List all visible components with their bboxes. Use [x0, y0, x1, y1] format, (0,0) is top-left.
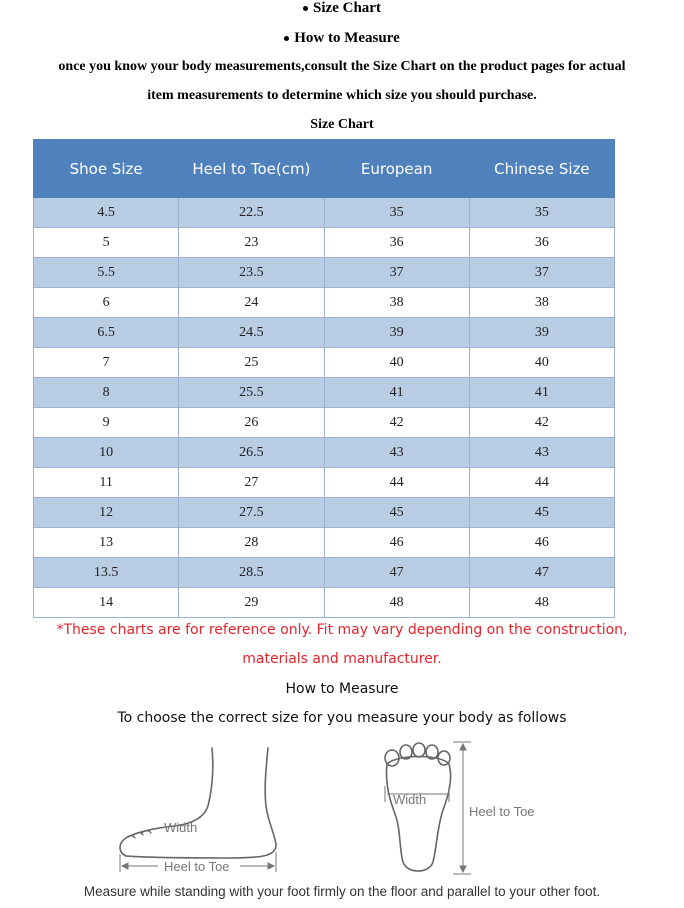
toes-outline	[126, 831, 151, 838]
table-row	[34, 318, 615, 348]
cell-european: 48	[324, 588, 469, 618]
table-row	[34, 588, 615, 618]
cell-european: 40	[324, 348, 469, 378]
table-row	[34, 198, 615, 228]
cell-chinese-size: 36	[469, 228, 614, 258]
measure-instruction: To choose the correct size for you measure your body as follows	[117, 710, 567, 726]
column-header-shoe-size: Shoe Size	[34, 140, 179, 198]
top-width-label: Width	[393, 792, 427, 807]
cell-chinese-size: 44	[469, 468, 614, 498]
toe-outline	[438, 751, 450, 765]
foot-side-view-illustration	[112, 740, 287, 880]
cell-heel-to-toe: 22.5	[179, 198, 324, 228]
table-row	[34, 348, 615, 378]
sole-outline	[386, 757, 450, 872]
cell-heel-to-toe: 28.5	[179, 558, 324, 588]
cell-european: 37	[324, 258, 469, 288]
table-row	[34, 258, 615, 288]
toe-outline	[413, 743, 425, 757]
cell-shoe-size: 12	[34, 498, 179, 528]
bullet-icon	[303, 6, 308, 11]
table-title: Size Chart	[310, 117, 374, 132]
cell-shoe-size: 5.5	[34, 258, 179, 288]
cell-european: 46	[324, 528, 469, 558]
cell-heel-to-toe: 24	[179, 288, 324, 318]
table-row	[34, 228, 615, 258]
how-to-measure-heading: How to Measure	[285, 681, 399, 697]
intro-line-1: once you know your body measurements,consult the Size Chart on the product pages for actual	[58, 59, 626, 74]
table-row	[34, 468, 615, 498]
top-length-label: Heel to Toe	[469, 804, 535, 819]
cell-heel-to-toe: 27	[179, 468, 324, 498]
cell-shoe-size: 6	[34, 288, 179, 318]
cell-european: 35	[324, 198, 469, 228]
cell-shoe-size: 11	[34, 468, 179, 498]
cell-heel-to-toe: 25	[179, 348, 324, 378]
table-row	[34, 558, 615, 588]
cell-european: 47	[324, 558, 469, 588]
disclaimer-line-1: *These charts are for reference only. Fit may vary depending on the construction,	[56, 622, 628, 638]
cell-heel-to-toe: 26	[179, 408, 324, 438]
table-row	[34, 378, 615, 408]
cell-shoe-size: 13.5	[34, 558, 179, 588]
cell-chinese-size: 38	[469, 288, 614, 318]
measure-caption: Measure while standing with your foot firmly on the floor and parallel to your other foot.	[83, 884, 601, 899]
cell-heel-to-toe: 23	[179, 228, 324, 258]
cell-european: 36	[324, 228, 469, 258]
table-row	[34, 408, 615, 438]
column-header-european: European	[324, 140, 469, 198]
table-row	[34, 438, 615, 468]
cell-shoe-size: 9	[34, 408, 179, 438]
cell-shoe-size: 6.5	[34, 318, 179, 348]
toe-outline	[385, 750, 399, 766]
cell-european: 45	[324, 498, 469, 528]
table-row	[34, 528, 615, 558]
column-header-heel-to-toe: Heel to Toe(cm)	[179, 140, 324, 198]
cell-shoe-size: 10	[34, 438, 179, 468]
cell-european: 39	[324, 318, 469, 348]
bullet-label: Size Chart	[313, 0, 381, 16]
bullet-how-to-measure	[0, 30, 684, 47]
cell-european: 44	[324, 468, 469, 498]
cell-heel-to-toe: 24.5	[179, 318, 324, 348]
size-chart-table	[33, 139, 615, 618]
cell-chinese-size: 39	[469, 318, 614, 348]
cell-chinese-size: 47	[469, 558, 614, 588]
cell-heel-to-toe: 26.5	[179, 438, 324, 468]
cell-heel-to-toe: 25.5	[179, 378, 324, 408]
bullet-size-chart	[0, 0, 684, 17]
bullet-label: How to Measure	[294, 30, 400, 46]
cell-heel-to-toe: 23.5	[179, 258, 324, 288]
cell-shoe-size: 8	[34, 378, 179, 408]
cell-european: 43	[324, 438, 469, 468]
cell-chinese-size: 48	[469, 588, 614, 618]
intro-line-2: item measurements to determine which size you should purchase.	[147, 88, 537, 103]
cell-chinese-size: 43	[469, 438, 614, 468]
cell-shoe-size: 14	[34, 588, 179, 618]
cell-european: 41	[324, 378, 469, 408]
cell-chinese-size: 41	[469, 378, 614, 408]
cell-chinese-size: 42	[469, 408, 614, 438]
table-header-row	[34, 140, 615, 198]
table-row	[34, 498, 615, 528]
arrowhead-right-icon	[268, 863, 274, 869]
cell-european: 38	[324, 288, 469, 318]
cell-shoe-size: 13	[34, 528, 179, 558]
side-width-label: Width	[164, 820, 198, 835]
cell-heel-to-toe: 28	[179, 528, 324, 558]
cell-shoe-size: 5	[34, 228, 179, 258]
bullet-icon	[284, 36, 289, 41]
cell-chinese-size: 37	[469, 258, 614, 288]
cell-chinese-size: 46	[469, 528, 614, 558]
cell-chinese-size: 40	[469, 348, 614, 378]
cell-heel-to-toe: 27.5	[179, 498, 324, 528]
cell-heel-to-toe: 29	[179, 588, 324, 618]
arrowhead-down-icon	[460, 866, 466, 872]
arrowhead-left-icon	[122, 863, 128, 869]
foot-outline	[120, 748, 276, 858]
table-row	[34, 288, 615, 318]
arrowhead-up-icon	[460, 744, 466, 750]
cell-chinese-size: 45	[469, 498, 614, 528]
side-length-label: Heel to Toe	[164, 859, 230, 874]
cell-chinese-size: 35	[469, 198, 614, 228]
disclaimer-line-2: materials and manufacturer.	[242, 651, 442, 667]
cell-european: 42	[324, 408, 469, 438]
cell-shoe-size: 7	[34, 348, 179, 378]
foot-top-view-illustration	[375, 738, 545, 878]
column-header-chinese-size: Chinese Size	[469, 140, 614, 198]
cell-shoe-size: 4.5	[34, 198, 179, 228]
